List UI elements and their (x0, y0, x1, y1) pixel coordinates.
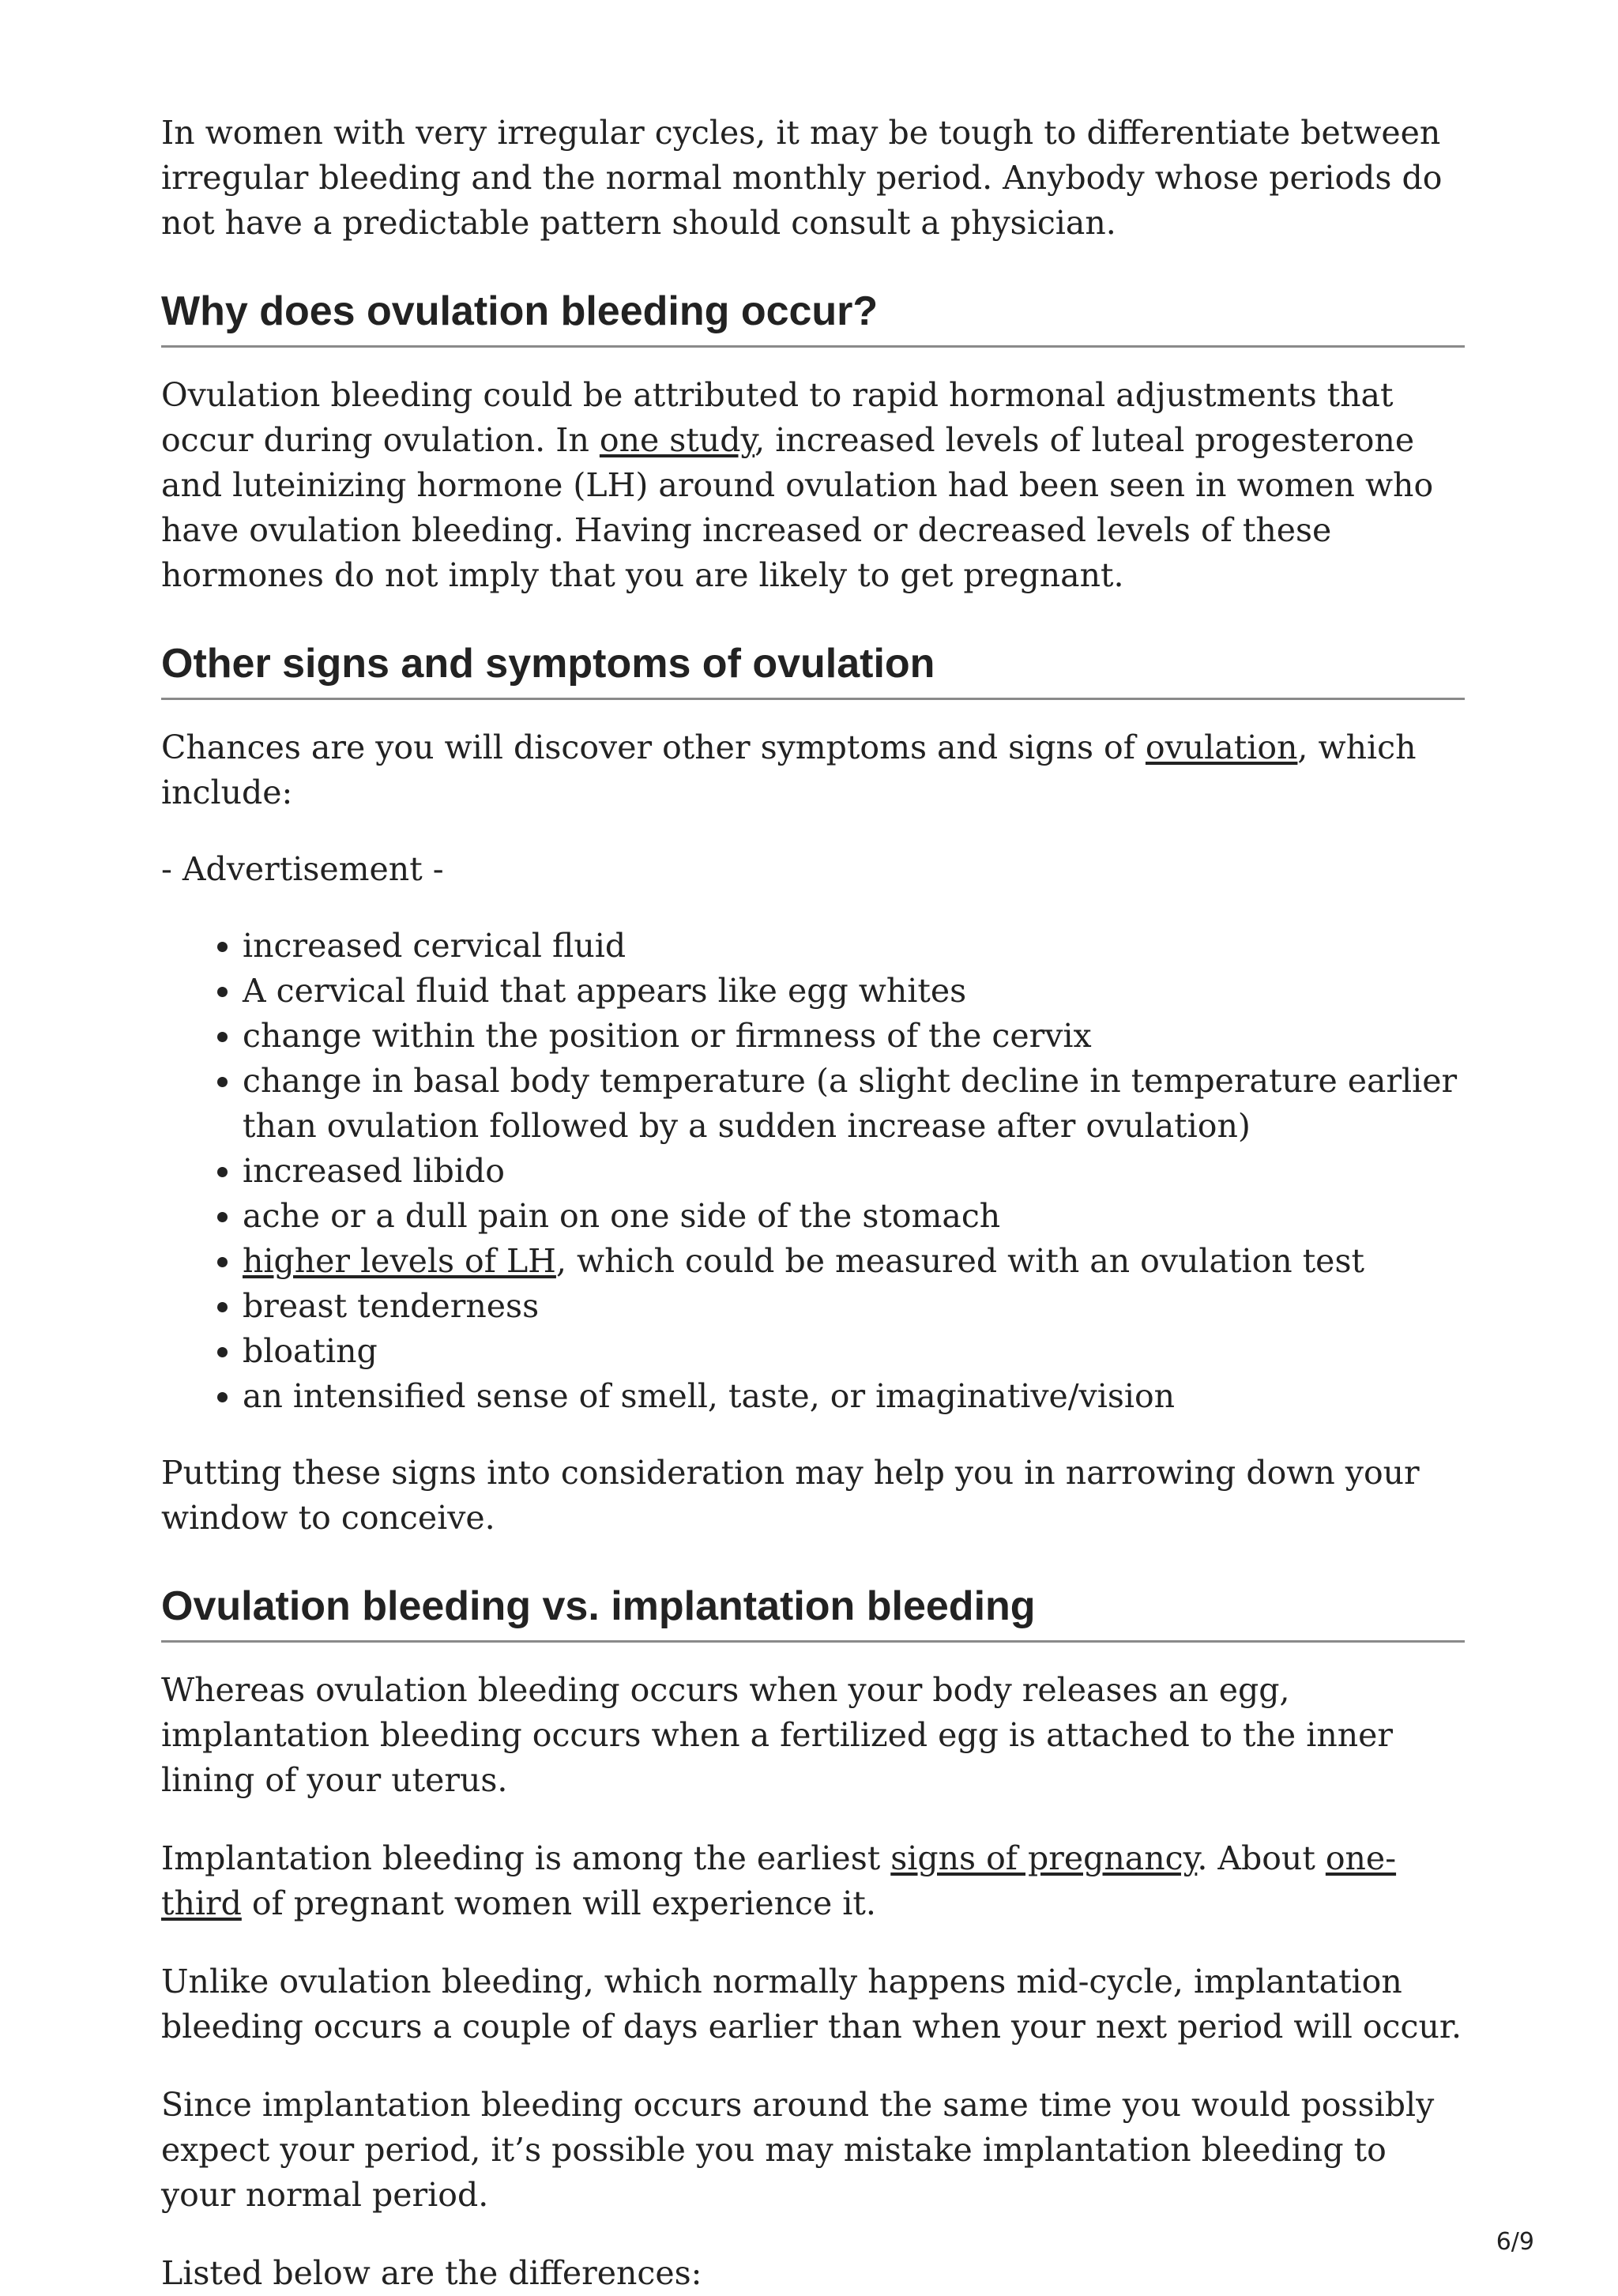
list-item (243, 1239, 1465, 1284)
text-span: of pregnant women will experience it. (241, 1884, 876, 1922)
section-heading-why-ovulation-bleeding: Why does ovulation bleeding occur? (161, 287, 1465, 348)
list-item: • increased cervical fluid (243, 924, 1465, 969)
text-span: . About (1197, 1839, 1326, 1877)
list-item: • bloating (243, 1329, 1465, 1374)
text-span: , which could be measured with an ovulation test (555, 1242, 1364, 1280)
list-item: • increased libido (243, 1149, 1465, 1194)
text-span: , which include: (161, 728, 1417, 811)
advertisement-label: - Advertisement - (161, 850, 444, 888)
page-number: 6/9 (1496, 2228, 1534, 2256)
one-study-link[interactable]: one study (599, 421, 755, 459)
list-item: • A cervical fluid that appears like egg whites (243, 969, 1465, 1014)
list-item: • change in basal body temperature (a slight decline in temperature earlier than ovulation followed by a sudden increase after ovulation) (243, 1059, 1465, 1149)
ovulation-bleeding-cause-paragraph (161, 373, 1465, 598)
section-heading-other-signs: Other signs and symptoms of ovulation (161, 639, 1465, 700)
text-span: Chances are you will discover other symptoms and signs of (161, 728, 1146, 766)
section-heading-ovulation-vs-implantation: Ovulation bleeding vs. implantation bleeding (161, 1582, 1465, 1643)
signs-closing-paragraph: Putting these signs into consideration may help you in narrowing down your window to conceive. (161, 1454, 1420, 1537)
list-item: • change within the position or firmness of the cervix (243, 1014, 1465, 1059)
signs-intro-paragraph (161, 725, 1465, 815)
list-item: • ache or a dull pain on one side of the stomach (243, 1194, 1465, 1239)
text-span: Ovulation bleeding could be attributed to rapid hormonal adjustments that occur during ovulation. In (161, 376, 1394, 459)
text-span: , increased levels of luteal progesterone and luteinizing hormone (LH) around ovulation had been seen in women who have ovulation bleeding. Having increased or decreased levels of these hormones do not imply that you are likely to get pregnant. (161, 421, 1434, 594)
signs-of-pregnancy-link[interactable]: signs of pregnancy (890, 1839, 1198, 1877)
implantation-definition-paragraph: Whereas ovulation bleeding occurs when your body releases an egg, implantation bleeding occurs when a fertilized egg is attached to the inner lining of your uterus. (161, 1671, 1394, 1799)
signs-list (161, 924, 1465, 1419)
text-span: Implantation bleeding is among the earliest (161, 1839, 891, 1877)
implantation-timing-paragraph: Unlike ovulation bleeding, which normally happens mid-cycle, implantation bleeding occurs a couple of days earlier than when your next period will occur. (161, 1963, 1462, 2046)
list-item: • an intensified sense of smell, taste, or imaginative/vision (243, 1374, 1465, 1419)
list-item: • breast tenderness (243, 1284, 1465, 1329)
article-content (161, 111, 1465, 2296)
implantation-mistake-paragraph: Since implantation bleeding occurs around the same time you would possibly expect your period, it’s possible you may mistake implantation bleeding to your normal period. (161, 2086, 1435, 2214)
intro-paragraph: In women with very irregular cycles, it may be tough to differentiate between irregular bleeding and the normal monthly period. Anybody whose periods do not have a predictable pattern should consult a physician. (161, 114, 1443, 242)
higher-levels-of-lh-link[interactable]: higher levels of LH (243, 1242, 556, 1280)
implantation-early-sign-paragraph (161, 1836, 1465, 1926)
differences-intro-paragraph: Listed below are the differences: (161, 2254, 702, 2292)
ovulation-link[interactable]: ovulation (1145, 728, 1298, 766)
one-third-link[interactable]: one-third (161, 1839, 1397, 1922)
